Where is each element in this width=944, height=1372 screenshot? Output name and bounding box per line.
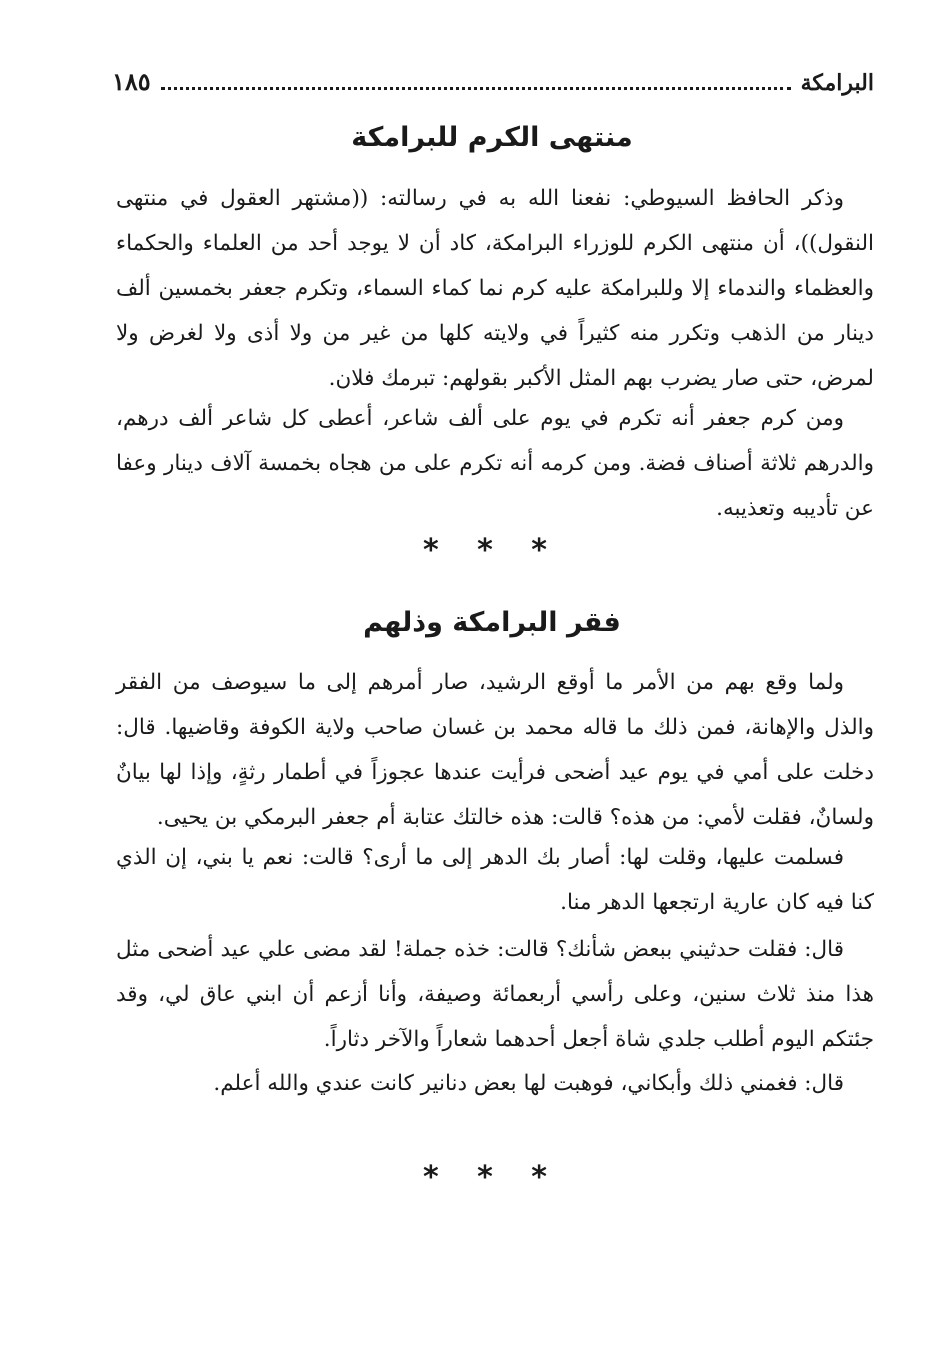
paragraph: ومن كرم جعفر أنه تكرم في يوم على ألف شاعر، أعطى كل شاعر ألف درهم، والدرهم ثلاثة أصناف فضة. ومن كرمه أنه تكرم على من هجاه بخمسة آلاف دينار وعفا عن تأديبه وتعذيبه. [116,406,874,521]
page-number: ١٨٥ [112,67,151,96]
paragraph: قال: فقلت حدثيني ببعض شأنك؟ قالت: خذه جملة! لقد مضى علي عيد أضحى مثل هذا منذ ثلاث سنين، وعلى رأسي أربعمائة وصيفة، وأنا أزعم أن ابني عاق لي، وقد جئتكم اليوم أطلب جلدي شاة أجعل أحدهما شعاراً والآخر دثاراً. [116,937,874,1052]
dotted-leader [161,87,791,90]
section-separator: * * * [423,1160,561,1195]
paragraph: قال: فغمني ذلك وأبكاني، فوهبت لها بعض دنانير كانت عندي والله أعلم. [213,1071,844,1096]
section-title-generosity: منتهى الكرم للبرامكة [351,122,633,153]
paragraph: ولما وقع بهم من الأمر ما أوقع الرشيد، صار أمرهم إلى ما سيوصف من الفقر والذل والإهانة، فمن ذلك ما قاله محمد بن غسان صاحب ولاية الكوفة وقاضيها. قال: دخلت على أمي في يوم عيد أضحى فرأيت عندها عجوزاً في أطمار رثةٍ، وإذا لها بيانٌ ولسانٌ، فقلت لأمي: من هذه؟ قالت: هذه خالتك عتابة أم جعفر البرمكي بن يحيى. [116,670,874,830]
section-separator: * * * [423,533,561,568]
running-header [112,60,874,94]
running-header-title: البرامكة [800,70,874,96]
paragraph: فسلمت عليها، وقلت لها: أصار بك الدهر إلى ما أرى؟ قالت: نعم يا بني، إن الذي كنا فيه كان عارية ارتجعها الدهر منا. [116,845,874,915]
section-title-poverty: فقر البرامكة وذلهم [363,607,621,638]
paragraph: وذكر الحافظ السيوطي: نفعنا الله به في رسالته: ((مشتهر العقول في منتهى النقول))، أن منتهى الكرم للوزراء البرامكة، كاد أن لا يوجد أحد من العلماء والحكماء والعظماء والندماء إلا وللبرامكة عليه كرم نما كماء السماء، وتكرم جعفر بخمسين ألف دينار من الذهب وتكرر منه كثيراً في ولايته كلها من غير من ولا أذى ولا لغرض ولا لمرض، حتى صار يضرب بهم المثل الأكبر بقولهم: تبرمك فلان. [116,186,874,391]
